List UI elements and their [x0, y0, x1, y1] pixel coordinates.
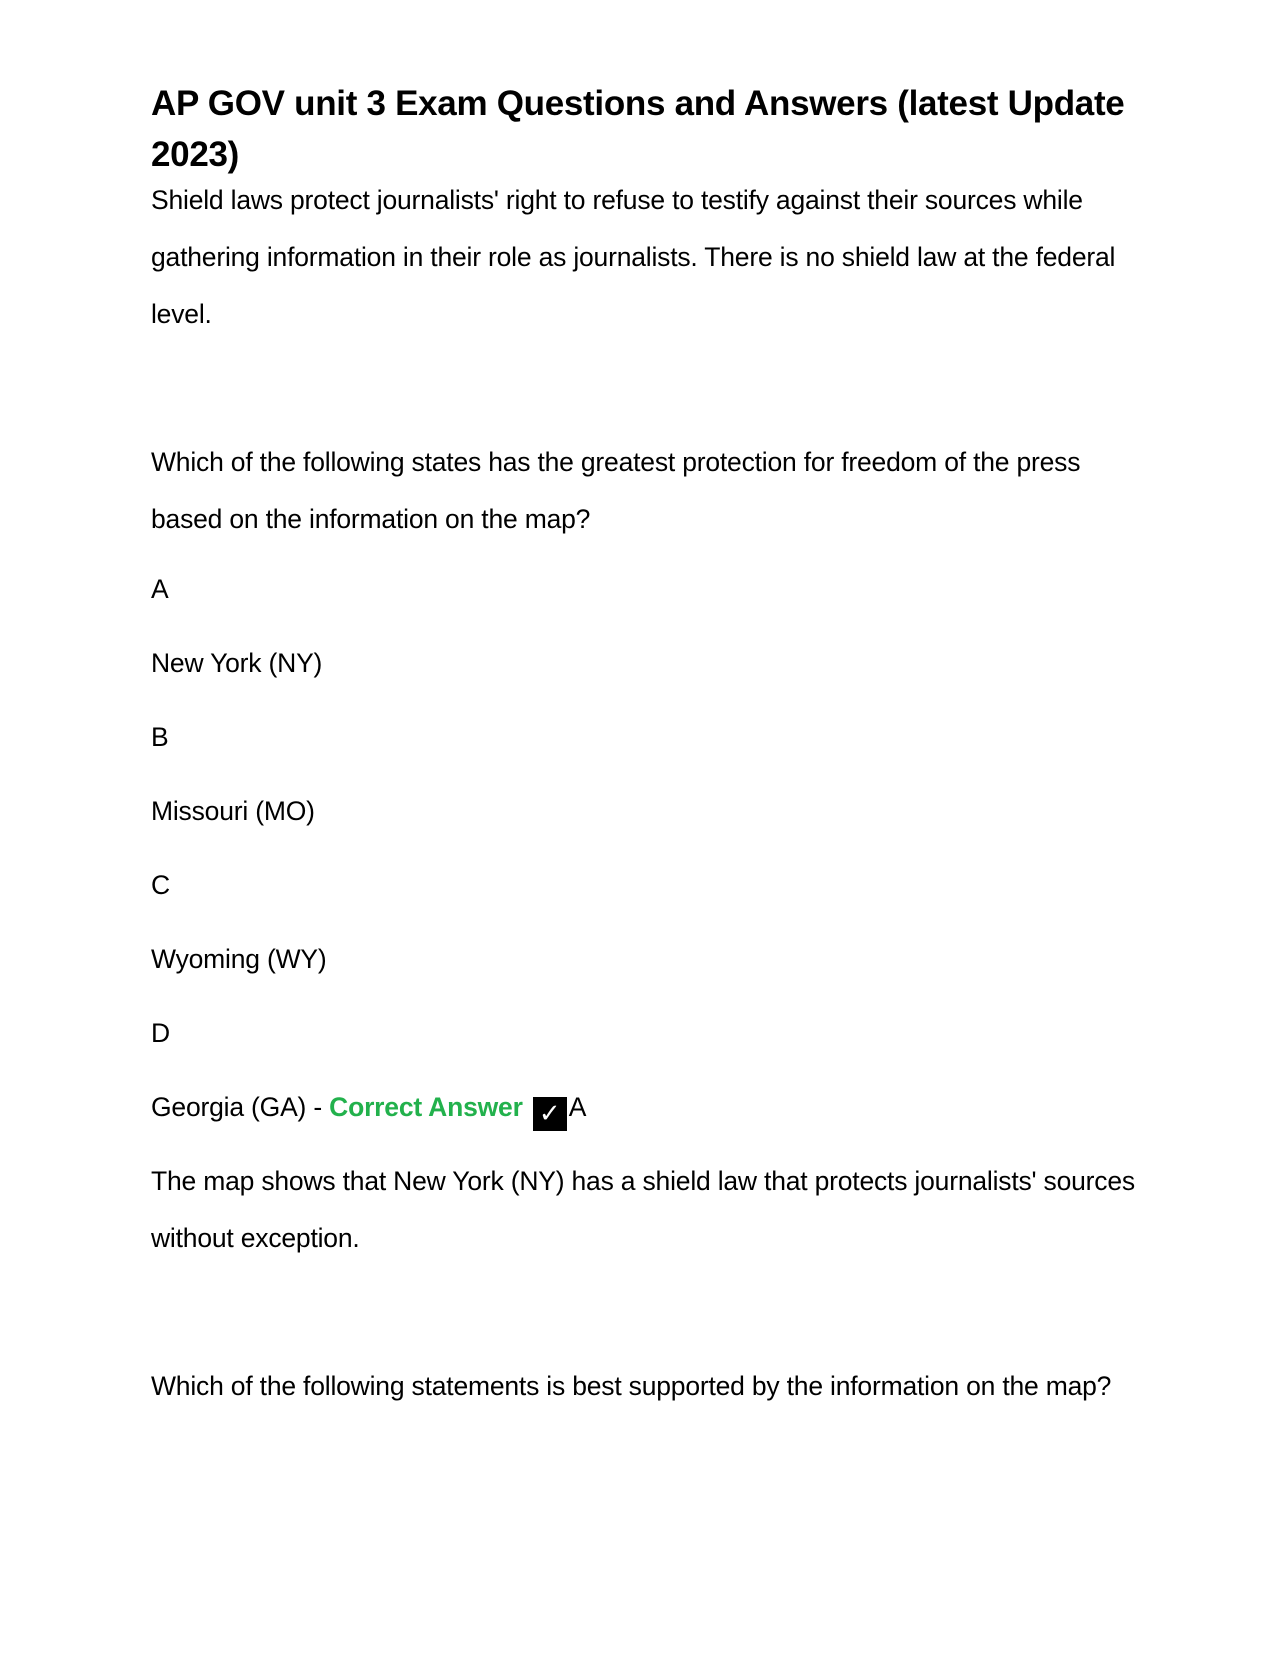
- question-prompt: Which of the following statements is best supported by the information on the map?: [151, 1371, 1112, 1401]
- answer-line: [151, 1079, 1141, 1153]
- option-text-c: Wyoming (WY): [151, 944, 327, 974]
- spacer: [151, 1267, 1141, 1358]
- question-2: [151, 1358, 1141, 1415]
- question-prompt: Which of the following states has the greatest protection for freedom of the press based on the information on the map?: [151, 447, 1081, 534]
- option-text-a: New York (NY): [151, 648, 323, 678]
- document-title: AP GOV unit 3 Exam Questions and Answers (latest Update 2023): [151, 84, 1125, 174]
- option-text-d: Georgia (GA) -: [151, 1092, 330, 1122]
- option-letter-d: D: [151, 1018, 170, 1048]
- question-1: [151, 434, 1141, 1267]
- spacer: [151, 343, 1141, 434]
- correct-answer-label: Correct Answer: [329, 1092, 523, 1122]
- document-page: [151, 78, 1141, 1415]
- correct-answer-letter: A: [568, 1092, 587, 1122]
- option-letter-b: B: [151, 722, 169, 752]
- answer-explanation: The map shows that New York (NY) has a shield law that protects journalists' sources without exception.: [151, 1166, 1135, 1253]
- option-letter-a: A: [151, 574, 169, 604]
- checkmark-icon: ✓: [533, 1097, 567, 1131]
- option-letter-c: C: [151, 870, 170, 900]
- option-text-b: Missouri (MO): [151, 796, 315, 826]
- intro-paragraph: Shield laws protect journalists' right to refuse to testify against their sources while gathering information in their role as journalists. There is no shield law at the federal level.: [151, 185, 1116, 329]
